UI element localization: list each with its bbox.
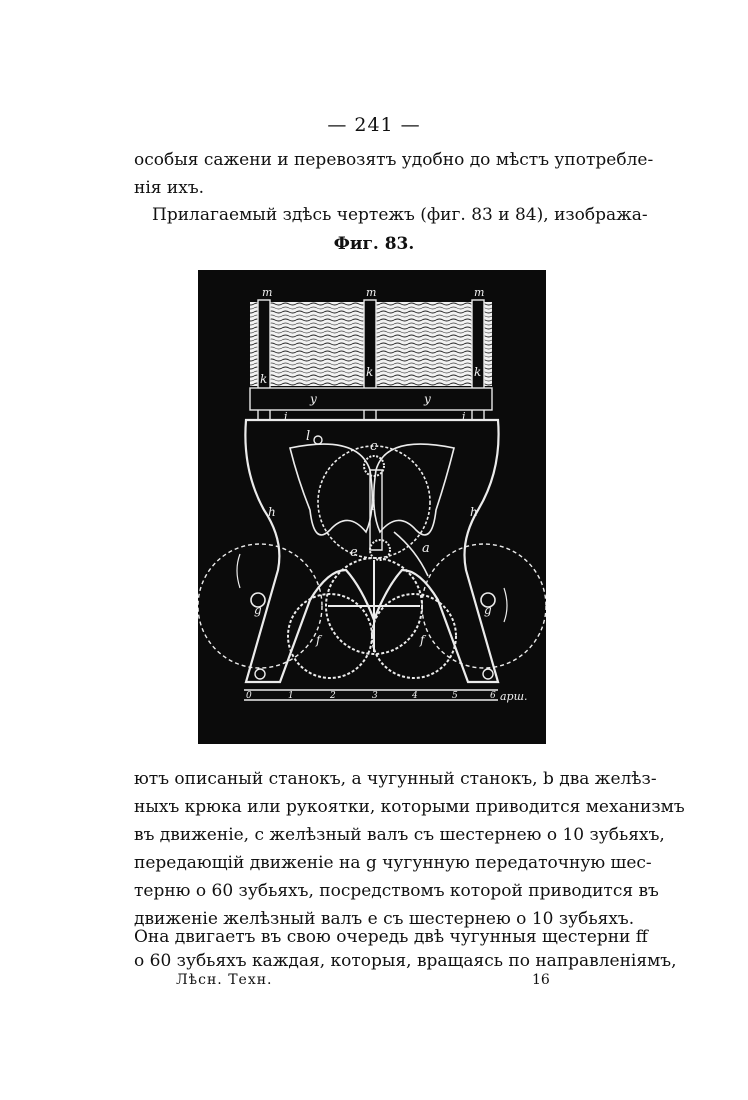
label-l: l <box>306 429 311 444</box>
label-g: g <box>484 603 492 617</box>
text-line: особыя сажени и перевозятъ удобно до мѣстъ употребле- <box>134 150 654 170</box>
scale-tick-label: 5 <box>452 691 458 701</box>
label-i: i <box>462 410 466 423</box>
label-h: h <box>470 505 478 519</box>
scale-tick-label: 4 <box>412 691 418 701</box>
label-h: h <box>268 505 276 519</box>
label-k: k <box>260 372 268 386</box>
scale-tick-label: 6 <box>490 691 496 701</box>
footer-signature: Лѣсн. Техн. <box>176 972 273 988</box>
scale-unit: арш. <box>500 690 528 703</box>
scale-tick-label: 3 <box>372 691 378 701</box>
label-l: l <box>371 499 376 514</box>
label-g: g <box>254 603 262 617</box>
text-line: о 60 зубьяхъ каждая, которыя, вращаясь по направленіямъ, <box>134 951 677 971</box>
text-line: передающій движеніе на g чугунную передаточную шес- <box>134 853 652 873</box>
text-line: Прилагаемый здѣсь чертежъ (фиг. 83 и 84), изобража- <box>152 205 648 225</box>
scale-tick-label: 0 <box>246 691 252 701</box>
figure-engraving <box>198 270 546 744</box>
machine-drawing <box>198 270 546 744</box>
label-c: c <box>370 439 378 454</box>
label-k: k <box>366 365 374 379</box>
text-line: ныхъ крюка или рукоятки, которыми приводится механизмъ <box>134 797 685 817</box>
scale-tick-label: 1 <box>288 691 294 701</box>
label-f: f <box>316 633 321 647</box>
text-line: нія ихъ. <box>134 178 205 198</box>
frame-inner-opening <box>374 444 454 535</box>
label-m: m <box>474 286 485 299</box>
beam-y <box>250 388 492 410</box>
text-line: въ движеніе, c желѣзный валъ съ шестернею о 10 зубьяхъ, <box>134 825 665 845</box>
page-number: — 241 — <box>327 114 421 136</box>
label-y: y <box>424 392 431 406</box>
label-a: a <box>422 541 430 556</box>
footer-sheet-number: 16 <box>532 972 550 988</box>
label-y: y <box>310 392 317 406</box>
label-f: f <box>420 633 425 647</box>
label-m: m <box>366 286 377 299</box>
label-m: m <box>262 286 273 299</box>
label-k: k <box>474 365 482 379</box>
label-i: i <box>284 410 288 423</box>
frame-inner-opening <box>290 444 372 535</box>
text-line: терню о 60 зубьяхъ, посредствомъ которой приводится въ <box>134 881 659 901</box>
text-line: движеніе желѣзный валъ e съ шестернею о 10 зубьяхъ. <box>134 909 635 929</box>
label-e: e <box>350 545 358 560</box>
text-line: Она двигаетъ въ свою очередь двѣ чугунныя щестерни ff <box>134 927 648 947</box>
scale-tick-label: 2 <box>330 691 336 701</box>
text-line: ютъ описаный станокъ, a чугунный станокъ, b два желѣз- <box>134 769 657 789</box>
figure-caption: Фиг. 83. <box>333 234 415 254</box>
